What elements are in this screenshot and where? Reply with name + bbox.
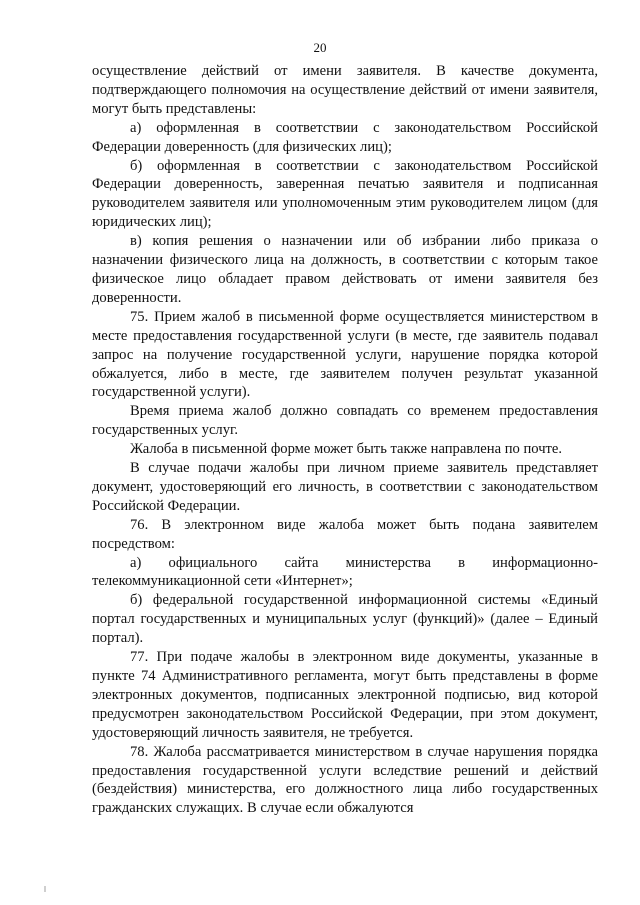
paragraph-personal-reception: В случае подачи жалобы при личном приеме заявитель представляет документ, удостоверяющий его личность, в соответствии с законодательством Российской Федерации. (92, 460, 598, 514)
paragraph-item-a: а) оформленная в соответствии с законодательством Российской Федерации доверенность (для физических лиц); (92, 119, 598, 155)
paragraph-76: 76. В электронном виде жалоба может быть подана заявителем посредством: (92, 516, 598, 552)
paragraph-reception-time: Время приема жалоб должно совпадать со временем предоставления государственных услуг. (92, 403, 598, 439)
paragraph-75: 75. Прием жалоб в письменной форме осуществляется министерством в месте предоставления государственной услуги (в месте, где заявитель подавал запрос на получение государственной услуги, нарушение порядка которой обжалуется, либо в месте, где заявителем получен результат указанной государственной услуги). (92, 308, 598, 401)
paragraph-item-v: в) копия решения о назначении или об избрании либо приказа о назначении физического лица на должность, в соответствии с которым такое физическое лицо обладает правом действовать от имени заявителя без доверенности. (92, 233, 598, 306)
paragraph-mail: Жалоба в письменной форме может быть также направлена по почте. (130, 441, 563, 458)
paragraph-76-item-a: а) официального сайта министерства в информационно-телекоммуникационной сети «Интернет»; (92, 554, 598, 590)
paragraph-76-item-b: б) федеральной государственной информационной системы «Единый портал государственных и муниципальных услуг (функций)» (далее – Единый портал). (92, 592, 598, 647)
document-body (92, 62, 598, 818)
paragraph-77: 77. При подаче жалобы в электронном виде документы, указанные в пункте 74 Административного регламента, могут быть представлены в форме электронных документов, подписанных электронной подписью, вид которой предусмотрен законодательством Российской Федерации, при этом документ, удостоверяющий личность заявителя, не требуется. (92, 649, 598, 741)
scan-artifact (44, 886, 46, 892)
paragraph-continuation: осуществление действий от имени заявителя. В качестве документа, подтверждающего полномочия на осуществление действий от имени заявителя, могут быть представлены: (92, 63, 598, 117)
paragraph-item-b: б) оформленная в соответствии с законодательством Российской Федерации доверенность, заверенная печатью заявителя и подписанная руководителем заявителя или уполномоченным этим руководителем лицом (для юридических лиц); (92, 157, 598, 231)
paragraph-78: 78. Жалоба рассматривается министерством в случае нарушения порядка предоставления государственной услуги вследствие решений и действий (бездействия) министерства, его должностного лица либо государственных гражданских служащих. В случае если обжалуются (92, 743, 598, 817)
page-number: 20 (313, 40, 327, 55)
